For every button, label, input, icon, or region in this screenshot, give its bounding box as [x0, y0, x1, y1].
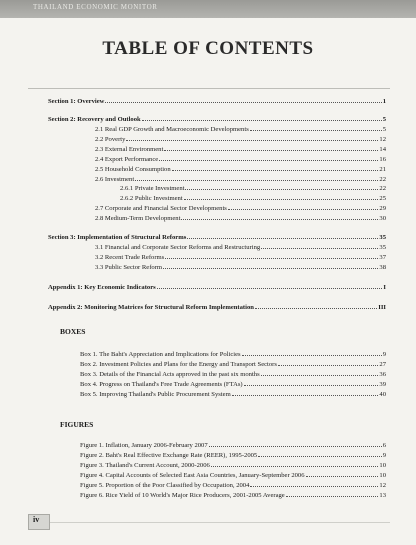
toc-entry-label: Section 3: Implementation of Structural Reforms — [48, 234, 187, 241]
toc-entry-label: Section 2: Recovery and Outlook — [48, 116, 141, 123]
dot-leader — [261, 243, 378, 249]
toc-entry-page: 29 — [379, 205, 386, 212]
box-entry-label: Box 3. Details of the Financial Acts approved in the past six months — [80, 371, 260, 378]
figure-entry-page: 10 — [379, 472, 386, 479]
boxes-heading: BOXES — [60, 327, 86, 336]
dot-leader — [157, 283, 383, 289]
toc-entry-page: 30 — [379, 215, 386, 222]
toc-entry — [95, 243, 386, 252]
dot-leader — [244, 380, 379, 386]
toc-entry — [48, 233, 386, 242]
toc-entry-page: 35 — [379, 244, 386, 251]
toc-entry — [48, 97, 386, 106]
dot-leader — [232, 390, 379, 396]
figure-entry-label: Figure 6. Rice Yield of 10 World's Major Rice Producers, 2001-2005 Average — [80, 492, 285, 499]
toc-entry-page: 5 — [382, 116, 386, 123]
toc-entry-label: 2.7 Corporate and Financial Sector Developments — [95, 205, 227, 212]
dot-leader — [278, 360, 378, 366]
toc-entry — [95, 253, 386, 262]
toc-entry-label: Appendix 1: Key Economic Indicators — [48, 284, 156, 291]
toc-entry-label: 2.5 Household Consumption — [95, 166, 171, 173]
dot-leader — [242, 350, 382, 356]
toc-entry-page: 35 — [379, 234, 386, 241]
toc-entry — [95, 214, 386, 223]
dot-leader — [185, 184, 378, 190]
toc-entry — [48, 115, 386, 124]
box-entry-label: Box 1. The Baht's Appreciation and Implications for Policies — [80, 351, 241, 358]
toc-entry — [95, 155, 386, 164]
page-title: TABLE OF CONTENTS — [102, 38, 314, 59]
dot-leader — [163, 263, 378, 269]
toc-entry — [95, 263, 386, 272]
dot-leader — [164, 145, 378, 151]
dot-leader — [250, 125, 382, 131]
box-entry — [80, 360, 386, 369]
toc-entry-label: 2.6.1 Private Investment — [120, 185, 185, 192]
toc-entry — [48, 283, 386, 292]
footer-page-number: iv — [33, 515, 40, 524]
toc-entry-label: 2.8 Medium-Term Development — [95, 215, 181, 222]
toc-entry-page: 38 — [379, 264, 386, 271]
toc-entry-label: 2.6.2 Public Investment — [120, 195, 183, 202]
toc-entry-label: 3.3 Public Sector Reform — [95, 264, 163, 271]
dot-leader — [159, 155, 378, 161]
figures-heading: FIGURES — [60, 420, 94, 429]
toc-entry — [120, 194, 386, 203]
toc-entry-label: 2.3 External Environment — [95, 146, 164, 153]
figure-entry-page: 13 — [379, 492, 386, 499]
box-entry — [80, 350, 386, 359]
toc-entry-page: 5 — [382, 126, 386, 133]
dot-leader — [181, 214, 378, 220]
toc-entry-label: 2.1 Real GDP Growth and Macroeconomic Developments — [95, 126, 249, 133]
dot-leader — [172, 165, 379, 171]
toc-entry-page: 12 — [379, 136, 386, 143]
running-header-title: THAILAND ECONOMIC MONITOR — [33, 3, 158, 11]
toc-entry — [95, 204, 386, 213]
dot-leader — [228, 204, 379, 210]
figure-entry-page: 12 — [379, 482, 386, 489]
dot-leader — [211, 461, 379, 467]
figure-entry-label: Figure 3. Thailand's Current Account, 2000-2006 — [80, 462, 210, 469]
toc-entry-page: 25 — [379, 195, 386, 202]
toc-entry-label: 3.1 Financial and Corporate Sector Reforms and Restructuring — [95, 244, 261, 251]
figure-entry-label: Figure 4. Capital Accounts of Selected East Asia Countries, January-September 2006 — [80, 472, 305, 479]
box-entry — [80, 390, 386, 399]
toc-entry-page: III — [378, 304, 386, 311]
figure-entry-label: Figure 5. Proportion of the Poor Classified by Occupation, 2004 — [80, 482, 250, 489]
dot-leader — [142, 115, 382, 121]
toc-entry — [95, 135, 386, 144]
box-entry-page: 36 — [379, 371, 386, 378]
figure-entry — [80, 471, 386, 480]
figure-entry-page: 9 — [382, 452, 386, 459]
toc-entry-label: 2.2 Poverty — [95, 136, 126, 143]
box-entry-page: 9 — [382, 351, 386, 358]
toc-entry-label: Section 1: Overview — [48, 98, 105, 105]
figure-entry — [80, 461, 386, 470]
dot-leader — [105, 97, 381, 103]
dot-leader — [126, 135, 378, 141]
box-entry-page: 40 — [379, 391, 386, 398]
toc-entry — [95, 175, 386, 184]
figure-entry — [80, 451, 386, 460]
dot-leader — [135, 175, 378, 181]
dot-leader — [165, 253, 378, 259]
toc-entry-label: 2.4 Export Performance — [95, 156, 159, 163]
dot-leader — [184, 194, 379, 200]
box-entry — [80, 380, 386, 389]
box-entry — [80, 370, 386, 379]
box-entry-label: Box 5. Improving Thailand's Public Procurement System — [80, 391, 231, 398]
toc-entry-page: 22 — [379, 185, 386, 192]
toc-entry — [95, 145, 386, 154]
dot-leader — [306, 471, 379, 477]
toc-entry — [95, 125, 386, 134]
divider — [28, 88, 390, 89]
box-entry-label: Box 2. Investment Policies and Plans for the Energy and Transport Sectors — [80, 361, 277, 368]
figure-entry — [80, 491, 386, 500]
toc-entry-page: 21 — [379, 166, 386, 173]
toc-entry-page: 14 — [379, 146, 386, 153]
figure-entry-label: Figure 2. Baht's Real Effective Exchange Rate (REER), 1995-2005 — [80, 452, 258, 459]
toc-entry-page: 16 — [379, 156, 386, 163]
dot-leader — [250, 481, 378, 487]
dot-leader — [261, 370, 379, 376]
toc-entry — [120, 184, 386, 193]
toc-entry — [48, 303, 386, 312]
dot-leader — [209, 441, 382, 447]
dot-leader — [255, 303, 377, 309]
figure-entry-page: 6 — [382, 442, 386, 449]
toc-entry-page: 22 — [379, 176, 386, 183]
toc-entry-label: Appendix 2: Monitoring Matrices for Structural Reform Implementation — [48, 304, 254, 311]
figure-entry — [80, 441, 386, 450]
toc-entry-page: 37 — [379, 254, 386, 261]
toc-entry-label: 2.6 Investment — [95, 176, 135, 183]
dot-leader — [258, 451, 381, 457]
toc-entry-label: 3.2 Recent Trade Reforms — [95, 254, 165, 261]
figure-entry — [80, 481, 386, 490]
footer-line — [50, 522, 390, 523]
toc-entry-page: I — [383, 284, 386, 291]
box-entry-page: 39 — [379, 381, 386, 388]
dot-leader — [286, 491, 379, 497]
dot-leader — [187, 233, 378, 239]
toc-entry-page: 1 — [382, 98, 386, 105]
figure-entry-page: 10 — [379, 462, 386, 469]
figure-entry-label: Figure 1. Inflation, January 2006-February 2007 — [80, 442, 208, 449]
box-entry-page: 27 — [379, 361, 386, 368]
toc-entry — [95, 165, 386, 174]
box-entry-label: Box 4. Progress on Thailand's Free Trade Agreements (FTAs) — [80, 381, 243, 388]
